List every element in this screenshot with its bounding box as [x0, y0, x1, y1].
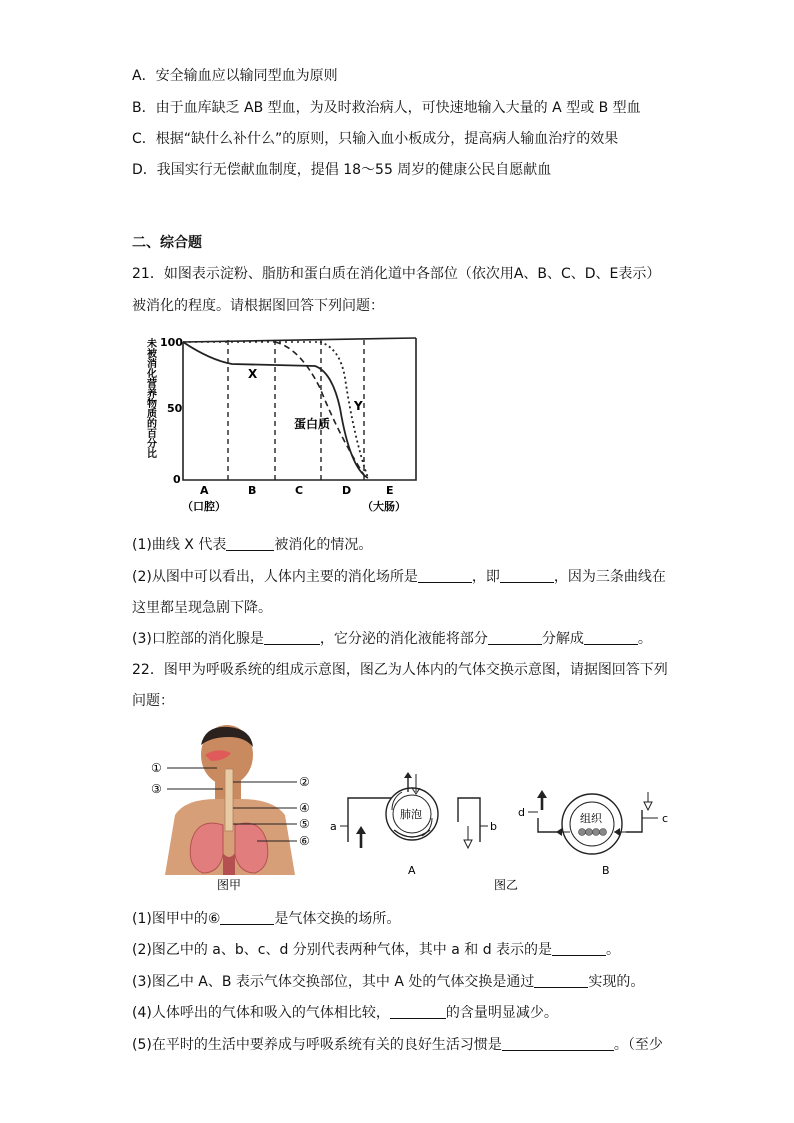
q21-p2-blank1[interactable]: [418, 568, 472, 583]
q21-p3-text-d: 。: [637, 631, 652, 647]
chart-ytick-50: 50: [167, 402, 183, 415]
chart-xtick-c: C: [295, 484, 304, 497]
chart-xtick-a: A: [200, 484, 209, 497]
option-d: D．我国实行无偿献血制度，提倡 18～55 周岁的健康公民自愿献血: [132, 162, 552, 178]
q22-part2: [132, 940, 620, 960]
q22-part1: [132, 909, 400, 929]
letter-a: a: [330, 820, 337, 833]
chart-label-x: X: [248, 367, 258, 381]
fig-a-caption: 图甲: [217, 878, 242, 892]
q22-p1-text-b: 是气体交换的场所。: [274, 911, 401, 927]
q21-part1: [132, 535, 372, 555]
chart-sub-e: （大肠）: [362, 500, 406, 513]
q21-stem-line2: 被消化的程度。请根据图回答下列问题：: [132, 298, 384, 314]
q21-p3-blank3[interactable]: [584, 630, 638, 645]
q22-p1-blank[interactable]: [220, 910, 274, 925]
q21-p2-text-c: ，因为三条曲线在: [553, 569, 666, 585]
chart-ytick-0: 0: [173, 473, 181, 486]
chart-label-y: Y: [354, 399, 363, 413]
q22-p5-blank[interactable]: [502, 1036, 614, 1051]
q21-p1-text-a: (1)曲线 X 代表: [132, 537, 227, 553]
q21-part2: [132, 567, 666, 587]
letter-A: A: [408, 864, 416, 877]
q21-p2-blank2[interactable]: [500, 568, 554, 583]
q22-p3-text-b: 实现的。: [588, 974, 645, 990]
q21-stem-line1: 21．如图表示淀粉、脂肪和蛋白质在消化道中各部位（依次用A、B、C、D、E表示）: [132, 266, 661, 282]
marker-1: ①: [151, 761, 162, 775]
alveolus-label: 肺泡: [400, 808, 422, 821]
q21-p2-text-a: (2)从图中可以看出，人体内主要的消化场所是: [132, 569, 418, 585]
tissue-label: 组织: [580, 812, 602, 825]
q22-p2-text-a: (2)图乙中的 a、b、c、d 分别代表两种气体，其中 a 和 d 表示的是: [132, 942, 553, 958]
q21-p1-blank[interactable]: [226, 536, 274, 551]
chart-xtick-b: B: [248, 484, 257, 497]
marker-3: ③: [151, 782, 162, 796]
marker-4: ④: [299, 801, 310, 815]
q22-p3-text-a: (3)图乙中 A、B 表示气体交换部位，其中 A 处的气体交换是通过: [132, 974, 535, 990]
q21-p3-text-a: (3)口腔部的消化腺是: [132, 631, 264, 647]
marker-5: ⑤: [299, 817, 310, 831]
chart-sub-a: （口腔）: [182, 500, 226, 513]
chart-ytick-100: 100: [160, 336, 183, 349]
q22-stem-line2: 问题：: [132, 693, 174, 709]
letter-b: b: [490, 820, 497, 833]
marker-6: ⑥: [299, 834, 310, 848]
q22-p4-text-a: (4)人体呼出的气体和吸入的气体相比较，: [132, 1005, 390, 1021]
q21-part3: [132, 629, 652, 649]
option-b: B．由于血库缺乏 AB 型血，为及时救治病人，可快速地输入大量的 A 型或 B 型血: [132, 100, 641, 116]
q22-p5-text-b: 。（至少: [613, 1037, 663, 1053]
digestion-chart: [140, 328, 430, 518]
q21-p3-text-b: ，它分泌的消化液能将部分: [319, 631, 488, 647]
q21-p1-text-b: 被消化的情况。: [274, 537, 373, 553]
q22-stem-line1: 22．图甲为呼吸系统的组成示意图，图乙为人体内的气体交换示意图，请据图回答下列: [132, 662, 668, 678]
chart-label-protein: 蛋白质: [294, 417, 331, 431]
q22-p2-blank[interactable]: [552, 941, 606, 956]
respiratory-system-figure: [145, 725, 330, 895]
q22-part4: [132, 1003, 558, 1023]
chart-ylabel: 未被消化营养物质的百分比: [144, 338, 156, 458]
chart-xtick-e: E: [386, 484, 394, 497]
q22-p1-text-a: (1)图甲中的⑥: [132, 911, 221, 927]
q21-p3-text-c: 分解成: [541, 631, 584, 647]
q22-p5-text-a: (5)在平时的生活中要养成与呼吸系统有关的良好生活习惯是: [132, 1037, 502, 1053]
fig-b-caption: 图乙: [494, 878, 519, 892]
q22-p4-text-b: 的含量明显减少。: [445, 1005, 558, 1021]
q22-p4-blank[interactable]: [390, 1004, 446, 1019]
q22-part3: [132, 972, 644, 992]
marker-2: ②: [299, 775, 310, 789]
option-c: C．根据“缺什么补什么”的原则，只输入血小板成分，提高病人输血治疗的效果: [132, 131, 619, 147]
option-a: A．安全输血应以输同型血为原则: [132, 68, 338, 84]
q22-part5: [132, 1035, 663, 1055]
q22-p2-text-b: 。: [606, 942, 621, 958]
chart-xtick-d: D: [342, 484, 352, 497]
q21-p3-blank2[interactable]: [488, 630, 542, 645]
letter-B: B: [602, 864, 610, 877]
q22-p3-blank[interactable]: [534, 973, 588, 988]
gas-exchange-figure: [326, 770, 686, 895]
letter-d: d: [518, 806, 525, 819]
letter-c: c: [662, 812, 669, 825]
q21-p2-text-b: ，即: [471, 569, 500, 585]
section-title: 二、综合题: [132, 235, 202, 251]
q21-p3-blank1[interactable]: [264, 630, 320, 645]
q21-part2-cont: 这里都呈现急剧下降。: [132, 600, 272, 616]
